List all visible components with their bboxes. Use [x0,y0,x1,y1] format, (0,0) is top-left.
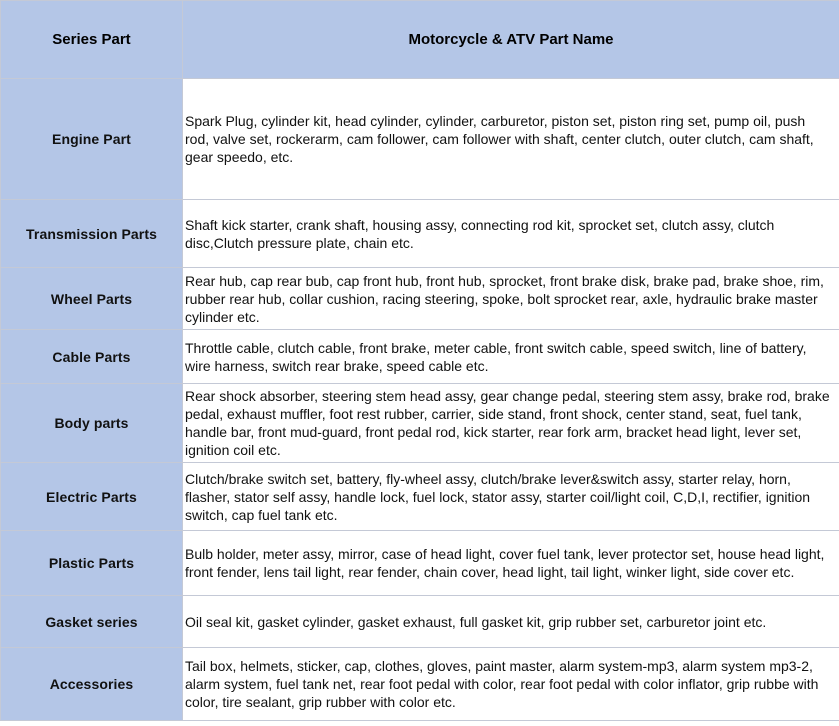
table-row [1,648,839,721]
table-row [1,330,839,384]
row-category: Wheel Parts [1,268,183,330]
header-series-part: Series Part [1,1,183,79]
row-parts: Spark Plug, cylinder kit, head cylinder, cylinder, carburetor, piston set, piston ring set, pump oil, push rod, valve set, rockerarm, cam follower, cam follower with shaft, center clutch, outer clutch, cam shaft, gear speedo, etc. [183,79,839,200]
row-parts: Tail box, helmets, sticker, cap, clothes, gloves, paint master, alarm system-mp3, alarm system mp3-2, alarm system, fuel tank net, rear foot pedal with color, rear foot pedal with color inflator, grip rubbe with color, tire sealant, grip rubber with color etc. [183,648,839,721]
row-parts: Rear shock absorber, steering stem head assy, gear change pedal, steering stem assy, brake rod, brake pedal, exhaust muffler, foot rest rubber, carrier, side stand, front shock, center stand, seat, fuel tank, handle bar, front mud-guard, front pedal rod, kick starter, rear fork arm, bracket head light, lever set, ignition coil etc. [183,384,839,463]
row-parts: Bulb holder, meter assy, mirror, case of head light, cover fuel tank, lever protector set, house head light, front fender, lens tail light, rear fender, chain cover, head light, tail light, winker light, side cover etc. [183,531,839,596]
row-parts: Rear hub, cap rear bub, cap front hub, front hub, sprocket, front brake disk, brake pad, brake shoe, rim, rubber rear hub, collar cushion, racing steering, spoke, bolt sprocket rear, axle, hydraulic brake master cylinder etc. [183,268,839,330]
row-category: Accessories [1,648,183,721]
table-row [1,79,839,200]
table-row [1,384,839,463]
row-category: Gasket series [1,596,183,648]
row-category: Electric Parts [1,463,183,531]
row-category: Engine Part [1,79,183,200]
row-parts: Oil seal kit, gasket cylinder, gasket exhaust, full gasket kit, grip rubber set, carburetor joint etc. [183,596,839,648]
table-row [1,268,839,330]
row-category: Transmission Parts [1,200,183,268]
header-part-name: Motorcycle & ATV Part Name [183,1,839,79]
row-category: Plastic Parts [1,531,183,596]
row-parts: Throttle cable, clutch cable, front brake, meter cable, front switch cable, speed switch, line of battery, wire harness, switch rear brake, speed cable etc. [183,330,839,384]
table-row [1,463,839,531]
row-parts: Clutch/brake switch set, battery, fly-wheel assy, clutch/brake lever&switch assy, starter relay, horn, flasher, stator self assy, handle lock, fuel lock, stator assy, starter coil/light coil, C,D,I, rectifier, ignition switch, cap fuel tank etc. [183,463,839,531]
row-category: Cable Parts [1,330,183,384]
table-row [1,596,839,648]
header-row [1,1,839,79]
row-parts: Shaft kick starter, crank shaft, housing assy, connecting rod kit, sprocket set, clutch assy, clutch disc,Clutch pressure plate, chain etc. [183,200,839,268]
row-category: Body parts [1,384,183,463]
table-row [1,200,839,268]
table-row [1,531,839,596]
